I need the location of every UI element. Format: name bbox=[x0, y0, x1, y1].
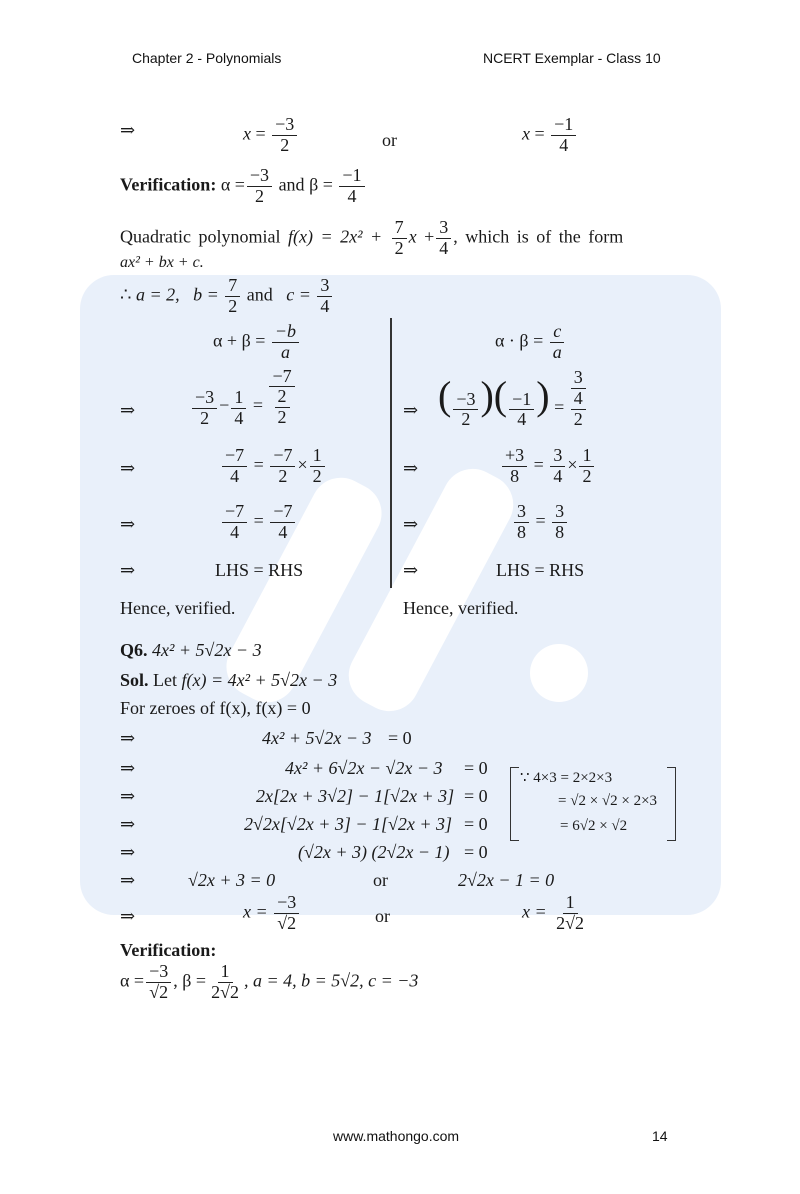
verification-q5: Verification: α = $\frac{-3}{2}$ and β = $\frac{-1}{4}$ bbox=[120, 166, 367, 207]
implies-arrow: ⇒ bbox=[403, 400, 419, 420]
zeroes-condition: For zeroes of f(x), f(x) = 0 bbox=[120, 698, 311, 718]
implies-arrow: ⇒ bbox=[403, 514, 419, 534]
factor-right: 2√2x − 1 = 0 bbox=[458, 870, 555, 890]
implies-arrow: ⇒ bbox=[403, 560, 419, 580]
header-chapter: Chapter 2 - Polynomials bbox=[132, 50, 282, 66]
implies-arrow: ⇒ bbox=[120, 870, 136, 890]
note-line-1: ∵ 4×3 = 2×2×3 bbox=[520, 770, 613, 786]
implies-arrow: ⇒ bbox=[120, 906, 136, 926]
factor-left: √2x + 3 = 0 bbox=[188, 870, 276, 890]
verification-q6: α = $\frac{-3}{√2}$ , β = $\frac{1}{2√2}$ , a = 4, b = 5√2, c = −3 bbox=[120, 961, 419, 1002]
note-bracket-right bbox=[667, 767, 676, 841]
quadratic-polynomial-line: Quadratic polynomial f(x) = 2x² + $\frac{7}{2}$ x + $\frac{3}{4}$ , which is of the form bbox=[120, 217, 624, 258]
implies-arrow: ⇒ bbox=[403, 458, 419, 478]
step-1-rhs: = 0 bbox=[388, 728, 412, 748]
root-x1: x = $\frac{-3}{2}$ bbox=[243, 115, 299, 156]
column-divider bbox=[390, 318, 392, 588]
step-4-rhs: = 0 bbox=[464, 814, 488, 834]
step-1-lhs: 4x² + 5√2x − 3 bbox=[262, 728, 372, 748]
or-text: or bbox=[382, 130, 397, 150]
step-2-lhs: 4x² + 6√2x − √2x − 3 bbox=[285, 758, 443, 778]
sum-row-1: $\frac{-3}{2}$ − $\frac{1}{4}$ = −7 2 2 bbox=[190, 366, 297, 429]
step-4-lhs: 2√2x[√2x + 3] − 1[√2x + 3] bbox=[244, 814, 453, 834]
implies-arrow: ⇒ bbox=[120, 758, 136, 778]
product-row-1: ( $\frac{-3}{2}$ )( $\frac{-1}{4}$ ) = 3 4 2 bbox=[438, 366, 588, 430]
note-line-3: = 6√2 × √2 bbox=[560, 818, 628, 834]
product-conclusion: Hence, verified. bbox=[403, 598, 519, 618]
product-lhs-rhs: LHS = RHS bbox=[496, 560, 585, 580]
implies-arrow: ⇒ bbox=[120, 514, 136, 534]
step-5-lhs: (√2x + 3) (2√2x − 1) bbox=[298, 842, 450, 862]
root-2: x = $\frac{1}{2√2}$ bbox=[522, 892, 585, 933]
implies-arrow: ⇒ bbox=[120, 814, 136, 834]
note-line-2: = √2 × √2 × 2×3 bbox=[558, 793, 658, 809]
question-6: Q6. 4x² + 5√2x − 3 bbox=[120, 640, 262, 660]
step-2-rhs: = 0 bbox=[464, 758, 488, 778]
sum-row-3: $\frac{-7}{4}$ = $\frac{-7}{4}$ bbox=[220, 502, 297, 543]
coefficients-line: ∴ a = 2, b = $\frac{7}{2}$ and c = $\frac{3}{4}$ bbox=[120, 276, 334, 317]
standard-form: ax² + bx + c. bbox=[120, 254, 204, 271]
watermark-dot bbox=[530, 644, 588, 702]
implies-arrow: ⇒ bbox=[120, 728, 136, 748]
implies-arrow: ⇒ bbox=[120, 120, 136, 140]
or-text: or bbox=[373, 870, 388, 890]
step-5-rhs: = 0 bbox=[464, 842, 488, 862]
verification-heading: Verification: bbox=[120, 940, 217, 960]
header-book: NCERT Exemplar - Class 10 bbox=[483, 50, 661, 66]
or-text: or bbox=[375, 906, 390, 926]
implies-arrow: ⇒ bbox=[120, 400, 136, 420]
implies-arrow: ⇒ bbox=[120, 458, 136, 478]
product-row-2: $\frac{+3}{8}$ = $\frac{3}{4}$ × $\frac{1}{2}$ bbox=[500, 446, 596, 487]
root-x2: x = $\frac{-1}{4}$ bbox=[522, 115, 578, 156]
sum-lhs-rhs: LHS = RHS bbox=[215, 560, 304, 580]
product-row-3: $\frac{3}{8}$ = $\frac{3}{8}$ bbox=[512, 502, 569, 543]
implies-arrow: ⇒ bbox=[120, 842, 136, 862]
solution-line: Sol. Let f(x) = 4x² + 5√2x − 3 bbox=[120, 670, 338, 690]
sum-conclusion: Hence, verified. bbox=[120, 598, 236, 618]
sum-of-roots-formula: α + β = $\frac{-b}{a}$ bbox=[213, 322, 301, 363]
page-number: 14 bbox=[652, 1128, 668, 1144]
sum-row-2: $\frac{-7}{4}$ = $\frac{-7}{2}$ × $\frac{1}{2}$ bbox=[220, 446, 327, 487]
implies-arrow: ⇒ bbox=[120, 560, 136, 580]
step-3-lhs: 2x[2x + 3√2] − 1[√2x + 3] bbox=[256, 786, 455, 806]
implies-arrow: ⇒ bbox=[120, 786, 136, 806]
footer-website[interactable]: www.mathongo.com bbox=[333, 1128, 460, 1144]
step-3-rhs: = 0 bbox=[464, 786, 488, 806]
note-bracket-left bbox=[510, 767, 519, 841]
root-1: x = $\frac{-3}{√2}$ bbox=[243, 893, 301, 934]
product-of-roots-formula: α · β = $\frac{c}{a}$ bbox=[495, 322, 567, 363]
